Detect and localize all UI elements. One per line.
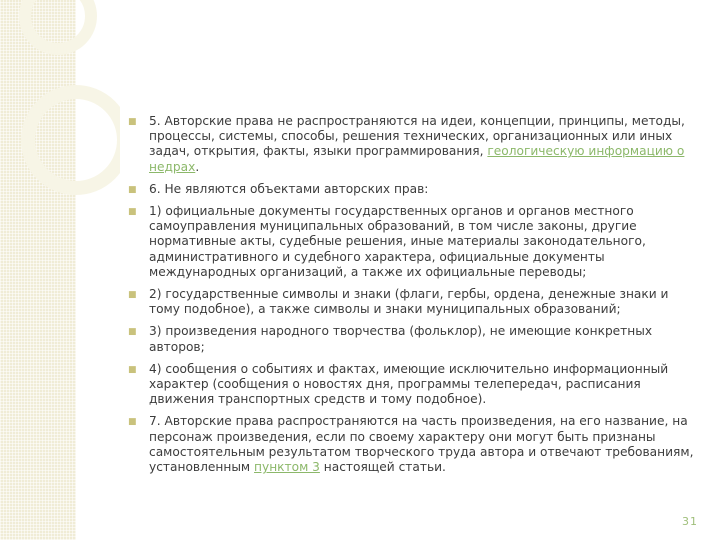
item-text-end: . [195,159,200,174]
bullet-icon: ■ [128,184,137,195]
item-text: 5. Авторские права не распространяются на идеи, концепции, принципы, методы, процессы, системы, способы, решения технических, организационных или иных задач, открытия, факты, языки программирования, [149,114,685,159]
list-item [128,287,696,317]
bullet-icon: ■ [128,117,137,127]
item-text: 3) произведения народного творчества (фольклор), не имеющие конкретных авторов; [149,324,653,354]
item-text: 4) сообщения о событиях и фактах, имеющие исключительно информационный характер (сообщения о новостях дня, программы телепередач, расписания движения транспортных средств и тому подобное). [149,361,669,407]
list-item [128,114,696,175]
item-text-end: настоящей статьи. [319,460,446,475]
bullet-icon: ■ [128,364,137,375]
bullet-list [128,114,696,475]
decorative-rings-icon [0,0,120,220]
bullet-icon: ■ [128,207,137,218]
bullet-icon: ■ [128,327,137,338]
law-link[interactable]: геологическую информацию о недрах [149,144,685,174]
item-text: 2) государственные символы и знаки (флаги, гербы, ордена, денежные знаки и тому подобное), а также символы и знаки муниципальных образований; [149,287,669,317]
list-item [128,362,696,408]
list-item [128,182,696,197]
clause-link[interactable]: пунктом 3 [254,460,320,475]
item-text: 1) официальные документы государственных органов и органов местного самоуправления муниципальных образований, в том числе законы, другие нормативные акты, судебные решения, иные материалы законодательного, административного и судебного характера, официальные документы международных организаций, а также их официальные переводы; [149,204,646,279]
bullet-icon: ■ [128,290,137,301]
item-text: 6. Не являются объектами авторских прав: [149,181,429,196]
item-text: 7. Авторские права распространяются на часть произведения, на его название, на персонаж произведения, если по своему характеру они могут быть признаны самостоятельным результатом творческого труда автора и отвечают требованиям, установленным [149,414,694,475]
bullet-icon: ■ [128,417,137,428]
list-item [128,324,696,354]
page-number: 31 [682,515,698,528]
list-item [128,414,696,475]
content-area [128,114,696,482]
list-item [128,204,696,280]
